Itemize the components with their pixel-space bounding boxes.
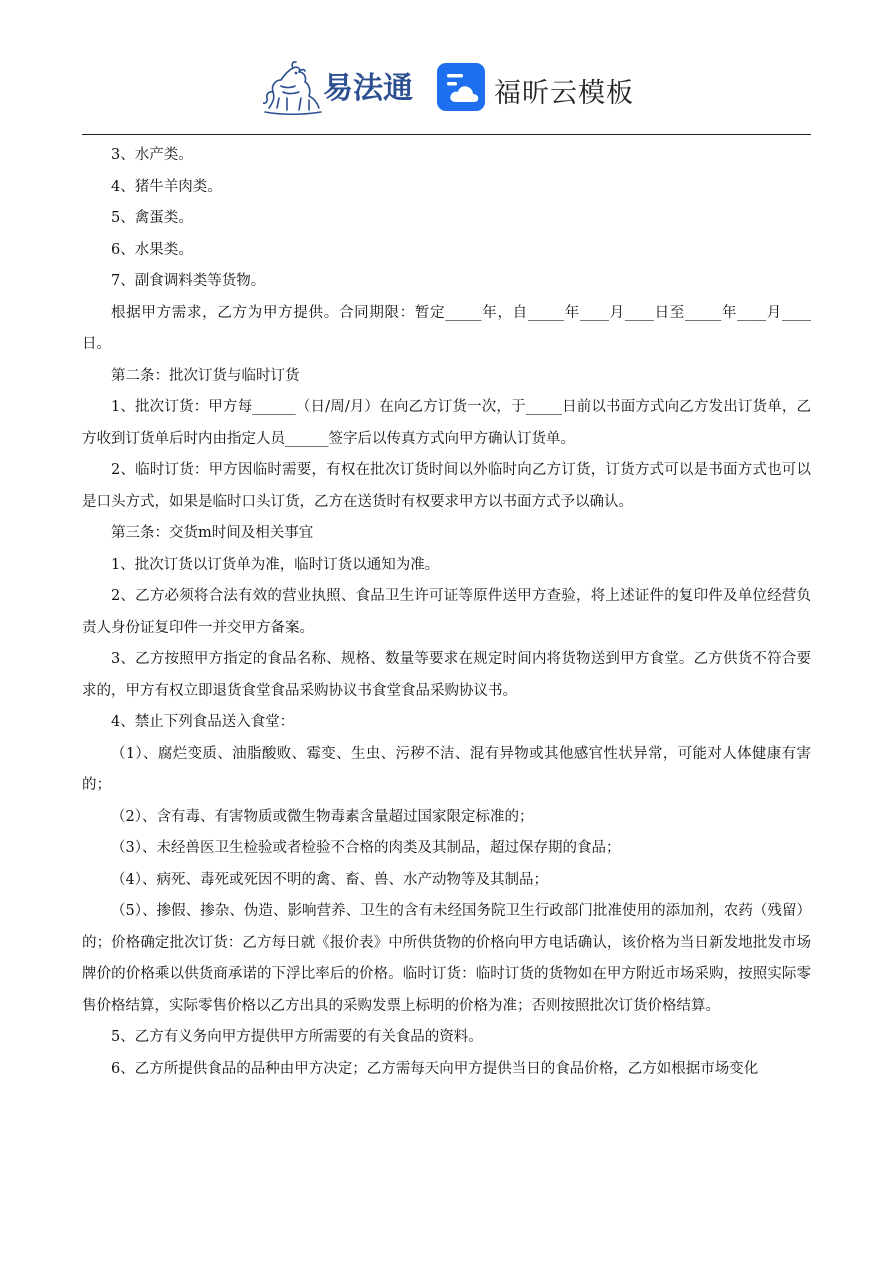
paragraph: 3、乙方按照甲方指定的食品名称、规格、数量等要求在规定时间内将货物送到甲方食堂。乙方供货不符合要求的，甲方有权立即退货食堂食品采购协议书食堂食品采购协议书。 bbox=[82, 651, 811, 699]
page-header bbox=[0, 58, 893, 122]
paragraph: 7、副食调料类等货物。 bbox=[111, 273, 266, 289]
paragraph: 5、乙方有义务向甲方提供甲方所需要的有关食品的资料。 bbox=[111, 1029, 483, 1045]
paragraph: 5、禽蛋类。 bbox=[111, 210, 193, 226]
contract-term-paragraph: 根据甲方需求，乙方为甲方提供。合同期限：暂定_____年，自_____年____月____日至_____年____月____日。 bbox=[82, 304, 811, 352]
list-item: （5）、掺假、掺杂、伪造、影响营养、卫生的含有未经国务院卫生行政部门批准使用的添加剂，农药（残留）的；价格确定批次订货：乙方每日就《报价表》中所供货物的价格向甲方电话确认，该价格为当日新发地批发市场牌价的价格乘以供货商承诺的下浮比率后的价格。临时订货：临时订货的货物如在甲方附近市场采购，按照实际零售价格结算，实际零售价格以乙方出具的采购发票上标明的价格为准；否则按照批次订货价格结算。 bbox=[82, 903, 811, 1014]
paragraph: 6、水果类。 bbox=[111, 241, 193, 258]
paragraph: 3、水产类。 bbox=[111, 147, 193, 163]
paragraph: 1、批次订货：甲方每______（日/周/月）在向乙方订货一次，于_____日前以书面方式向乙方发出订货单，乙方收到订货单后时内由指定人员______签字后以传真方式向甲方确认订货单。 bbox=[82, 399, 811, 447]
foxit-template-logo-text: 福昕云模板 bbox=[494, 78, 634, 109]
list-item: （2）、含有毒、有害物质或微生物毒素含量超过国家限定标准的； bbox=[111, 808, 534, 825]
paragraph: 6、乙方所提供食品的品种由甲方决定；乙方需每天向甲方提供当日的食品价格，乙方如根据市场变化 bbox=[111, 1060, 759, 1077]
document-cloud-icon bbox=[436, 62, 486, 112]
yifatong-logo bbox=[263, 58, 415, 118]
header-divider bbox=[82, 134, 811, 135]
section-heading: 第三条：交货m时间及相关事宜 bbox=[111, 525, 314, 541]
paragraph: 4、禁止下列食品送入食堂： bbox=[111, 714, 295, 730]
section-heading: 第二条：批次订货与临时订货 bbox=[111, 367, 300, 384]
paragraph: 2、临时订货：甲方因临时需要，有权在批次订货时间以外临时向乙方订货，订货方式可以是书面方式也可以是口头方式，如果是临时口头订货，乙方在送货时有权要求甲方以书面方式予以确认。 bbox=[82, 462, 811, 510]
document-body bbox=[82, 140, 811, 1085]
paragraph: 2、乙方必须将合法有效的营业执照、食品卫生许可证等原件送甲方查验，将上述证件的复印件及单位经营负责人身份证复印件一并交甲方备案。 bbox=[82, 588, 811, 636]
foxit-template-logo bbox=[436, 62, 636, 116]
list-item: （3）、未经兽医卫生检验或者检验不合格的肉类及其制品，超过保存期的食品； bbox=[111, 840, 621, 856]
qilin-mascot-icon bbox=[263, 58, 415, 118]
list-item: （4）、病死、毒死或死因不明的禽、畜、兽、水产动物等及其制品； bbox=[111, 871, 548, 888]
list-item: （1）、腐烂变质、油脂酸败、霉变、生虫、污秽不洁、混有异物或其他感官性状异常，可能对人体健康有害的； bbox=[82, 745, 811, 793]
paragraph: 4、猪牛羊肉类。 bbox=[111, 178, 222, 195]
paragraph: 1、批次订货以订货单为准，临时订货以通知为准。 bbox=[111, 556, 440, 573]
yifatong-logo-text: 易法通 bbox=[323, 71, 413, 106]
